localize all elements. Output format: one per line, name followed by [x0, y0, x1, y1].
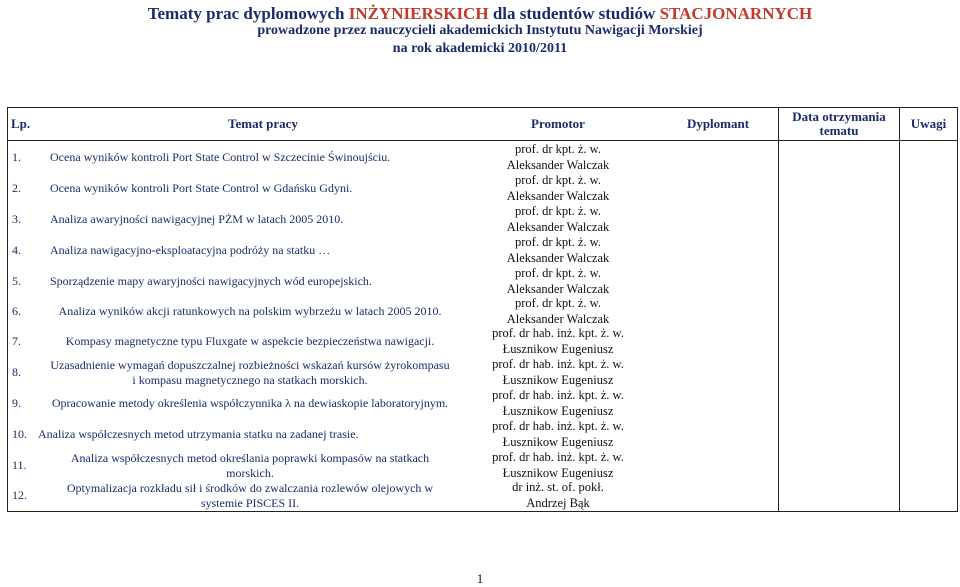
row-topic: Analiza wyników akcji ratunkowych na polskim wybrzeżu w latach 2005 2010.: [58, 304, 442, 318]
table-row: [8, 357, 948, 388]
row-topic: Analiza współczesnych metod utrzymania statku na zadanej trasie.: [38, 427, 359, 441]
table-row: [8, 173, 948, 204]
promotor-title: prof. dr hab. inż. kpt. ż. w.: [492, 419, 624, 433]
table-row: [8, 142, 948, 173]
title-highlight-fulltime: STACJONARNYCH: [659, 4, 813, 23]
promotor-title: prof. dr kpt. ż. w.: [515, 173, 601, 187]
document-subtitle: prowadzone przez nauczycieli akademickich Instytutu Nawigacji Morskiej: [257, 23, 703, 38]
row-promotor: [483, 388, 633, 419]
promotor-name: Aleksander Walczak: [506, 250, 610, 265]
table-row: [8, 419, 948, 450]
promotor-title: prof. dr hab. inż. kpt. ż. w.: [492, 326, 624, 340]
promotor-title: prof. dr kpt. ż. w.: [515, 142, 601, 156]
row-number: 3.: [12, 212, 21, 226]
promotor-name: Łusznikow Eugeniusz: [502, 341, 614, 356]
row-promotor: [483, 480, 633, 511]
promotor-name: Łusznikow Eugeniusz: [502, 434, 614, 449]
promotor-name: Andrzej Bąk: [526, 495, 590, 510]
row-number: 2.: [12, 181, 21, 195]
header-divider: [8, 140, 957, 141]
table-row: [8, 296, 948, 327]
col-header-dyplomant: Dyplomant: [686, 116, 750, 131]
row-promotor: [483, 296, 633, 327]
row-promotor: [483, 419, 633, 450]
row-number: 1.: [12, 150, 21, 164]
promotor-title: dr inż. st. of. pokł.: [512, 480, 604, 494]
promotor-name: Łusznikow Eugeniusz: [502, 372, 614, 387]
promotor-title: prof. dr kpt. ż. w.: [515, 235, 601, 249]
row-topic: Ocena wyników kontroli Port State Control w Szczecinie Świnoujściu.: [50, 150, 391, 164]
col-header-promotor: Promotor: [531, 116, 585, 131]
row-promotor: [483, 326, 633, 357]
promotor-title: prof. dr kpt. ż. w.: [515, 296, 601, 310]
col-header-lp: Lp.: [11, 116, 31, 131]
promotor-name: Aleksander Walczak: [506, 157, 610, 172]
col-header-topic: Temat pracy: [228, 116, 298, 131]
row-number: 8.: [12, 365, 21, 379]
row-promotor: [483, 266, 633, 297]
col-header-remarks: Uwagi: [910, 116, 947, 131]
promotor-name: Łusznikow Eugeniusz: [502, 465, 614, 480]
row-number: 9.: [12, 396, 21, 410]
row-number: 4.: [12, 243, 21, 257]
row-number: 12.: [12, 488, 27, 502]
academic-year: na rok akademicki 2010/2011: [392, 41, 568, 56]
table-row: [8, 450, 948, 481]
row-promotor: [483, 235, 633, 266]
promotor-title: prof. dr hab. inż. kpt. ż. w.: [492, 357, 624, 371]
table-row: [8, 204, 948, 235]
promotor-name: Aleksander Walczak: [506, 311, 610, 326]
promotor-name: Łusznikow Eugeniusz: [502, 403, 614, 418]
col-header-date: Data otrzymania tematu: [792, 109, 886, 138]
document-title: Tematy prac dyplomowych INŻYNIERSKICH dla studentów studiów STACJONARNYCH: [147, 4, 813, 23]
row-topic: Analiza awaryjności nawigacyjnej PŻM w latach 2005 2010.: [50, 212, 344, 226]
row-topic: Sporządzenie mapy awaryjności nawigacyjnych wód europejskich.: [50, 274, 372, 288]
promotor-name: Aleksander Walczak: [506, 281, 610, 296]
row-promotor: [483, 450, 633, 481]
row-number: 10.: [12, 427, 27, 441]
row-number: 5.: [12, 274, 21, 288]
row-promotor: [483, 357, 633, 388]
promotor-title: prof. dr hab. inż. kpt. ż. w.: [492, 450, 624, 464]
row-number: 6.: [12, 304, 21, 318]
row-topic: Optymalizacja rozkładu sił i środków do zwalczania rozlewów olejowych w systemie PISCES II.: [66, 480, 434, 510]
row-number: 7.: [12, 334, 21, 348]
title-highlight-engineering: INŻYNIERSKICH: [348, 4, 489, 23]
row-promotor: [483, 142, 633, 173]
table-row: [8, 235, 948, 266]
promotor-name: Aleksander Walczak: [506, 219, 610, 234]
table-row: [8, 326, 948, 357]
promotor-title: prof. dr kpt. ż. w.: [515, 204, 601, 218]
topics-table: [7, 107, 958, 512]
row-topic: Kompasy magnetyczne typu Fluxgate w aspekcie bezpieczeństwa nawigacji.: [65, 334, 435, 348]
row-topic: Opracowanie metody określenia współczynnika λ na dewiaskopie laboratoryjnym.: [51, 396, 449, 410]
promotor-name: Aleksander Walczak: [506, 188, 610, 203]
row-topic: Analiza współczesnych metod określania poprawki kompasów na statkach morskich.: [70, 450, 430, 480]
row-topic: Ocena wyników kontroli Port State Control w Gdańsku Gdyni.: [50, 181, 353, 195]
row-topic: Analiza nawigacyjno-eksploatacyjna podróży na statku …: [50, 243, 331, 257]
row-topic: Uzasadnienie wymagań dopuszczalnej rozbieżności wskazań kursów żyrokompasu i kompasu magnetycznego na statkach morskich.: [50, 357, 450, 387]
promotor-title: prof. dr kpt. ż. w.: [515, 266, 601, 280]
table-row: [8, 266, 948, 297]
table-row: [8, 480, 948, 511]
promotor-title: prof. dr hab. inż. kpt. ż. w.: [492, 388, 624, 402]
row-number: 11.: [12, 458, 27, 472]
table-row: [8, 388, 948, 419]
page-number: 1: [476, 571, 484, 586]
row-promotor: [483, 173, 633, 204]
row-promotor: [483, 204, 633, 235]
